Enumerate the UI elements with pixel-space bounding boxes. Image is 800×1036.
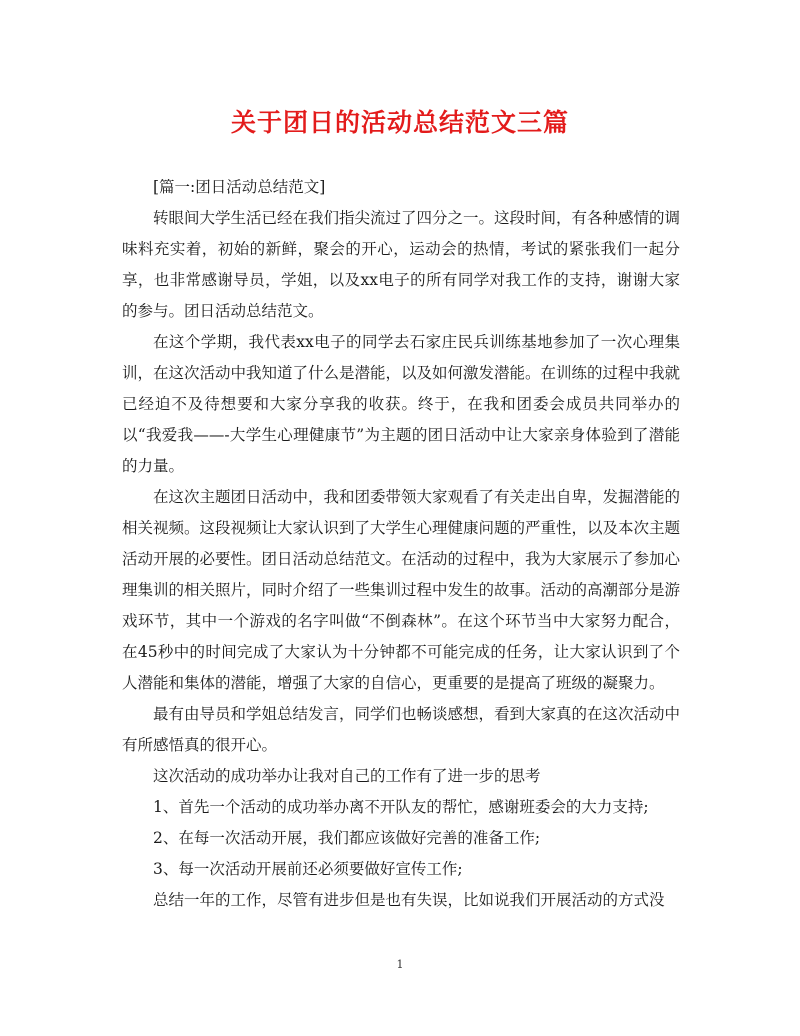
reflection-item-2: 2、在每一次活动开展，我们都应该做好完善的准备工作; (153, 829, 541, 847)
document-body (122, 172, 680, 916)
reflection-item-1: 1、首先一个活动的成功举办离不开队友的帮忙，感谢班委会的大力支持; (153, 798, 649, 816)
paragraph-2: 在这个学期，我代表xx电子的同学去石家庄民兵训练基地参加了一次心理集训，在这次活动中我知道了什么是潜能，以及如何激发潜能。在训练的过程中我就已经迫不及待想要和大家分享我的收获。终于，在我和团委会成员共同举办的以“我爱我——-大学生心理健康节”为主题的团日活动中让大家亲身体验到了潜能的力量。 (122, 333, 681, 475)
paragraph-4: 最有由导员和学姐总结发言，同学们也畅谈感想，看到大家真的在这次活动中有所感悟真的很开心。 (122, 705, 681, 754)
reflection-intro: 这次活动的成功举办让我对自己的工作有了进一步的思考 (153, 767, 541, 785)
paragraph-3: 在这次主题团日活动中，我和团委带领大家观看了有关走出自卑，发掘潜能的相关视频。这段视频让大家认识到了大学生心理健康问题的严重性，以及本次主题活动开展的必要性。团日活动总结范文。在活动的过程中，我为大家展示了参加心理集训的相关照片，同时介绍了一些集训过程中发生的故事。活动的高潮部分是游戏环节，其中一个游戏的名字叫做“不倒森林”。在这个环节当中大家努力配合，在45秒中的时间完成了大家认为十分钟都不可能完成的任务，让大家认识到了个人潜能和集体的潜能，增强了大家的自信心，更重要的是提高了班级的凝聚力。 (122, 488, 681, 692)
document-title: 关于团日的活动总结范文三篇 (230, 108, 569, 137)
page-number: 1 (396, 958, 404, 971)
reflection-item-3: 3、每一次活动开展前还必须要做好宣传工作; (153, 860, 463, 878)
section-header: [篇一:团日活动总结范文] (153, 178, 326, 196)
summary-line: 总结一年的工作，尽管有进步但是也有失误，比如说我们开展活动的方式没 (153, 891, 665, 909)
paragraph-1: 转眼间大学生活已经在我们指尖流过了四分之一。这段时间，有各种感情的调味料充实着，初始的新鲜，聚会的开心，运动会的热情，考试的紧张我们一起分享，也非常感谢导员，学姐，以及xx电子的所有同学对我工作的支持，谢谢大家的参与。团日活动总结范文。 (122, 209, 681, 320)
